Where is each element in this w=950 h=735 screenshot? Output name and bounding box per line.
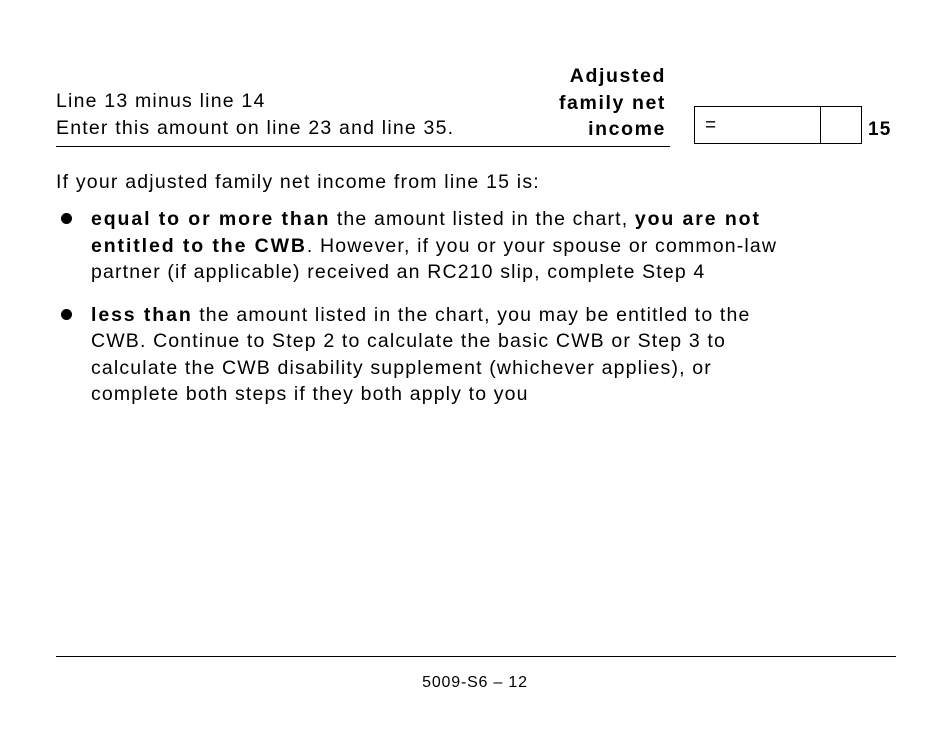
bullet-1-bold-phrase-2: you are not: [634, 208, 761, 230]
bullet-2-line-4: complete both steps if they both apply to you: [91, 383, 529, 405]
bullet-1-text-2: . However, if you or your spouse or common-law: [306, 234, 778, 257]
line-15-description: [56, 88, 454, 142]
amount-label-line1: Adjusted: [569, 65, 666, 87]
bullet-1-text: the amount listed in the chart,: [330, 208, 635, 230]
bullet-1-line-2: [91, 233, 896, 260]
bullet-dot-icon: [61, 309, 72, 320]
page-identifier: 5009-S6 – 12: [422, 674, 528, 691]
amount-label-line2: family net: [558, 91, 666, 114]
bullet-2-line-2: CWB. Continue to Step 2 to calculate the basic CWB or Step 3 to: [91, 330, 726, 352]
bullet-1-line-3: partner (if applicable) received an RC210 slip, complete Step 4: [91, 261, 706, 283]
line-15-description-line1: Line 13 minus line 14: [56, 90, 266, 112]
bullet-not-entitled: [56, 206, 896, 286]
line-15-underline: [56, 146, 670, 147]
line-15-dollars-cell[interactable]: [695, 107, 821, 143]
bullet-2-line-1: [91, 302, 896, 329]
bullet-may-be-entitled: [56, 302, 896, 408]
line-number-15: 15: [868, 119, 892, 140]
adjusted-family-net-income-label: [559, 63, 666, 143]
eligibility-bullet-list: [56, 206, 896, 408]
bullet-2-text: the amount listed in the chart, you may be entitled to the: [192, 303, 751, 326]
amount-label-line3: income: [588, 118, 666, 140]
bullet-1-line-1: [91, 206, 896, 233]
bullet-dot-icon: [61, 213, 72, 224]
bullet-2-bold-phrase: less than: [91, 303, 193, 326]
bullet-1-bold-phrase-3: entitled to the CWB: [91, 234, 307, 257]
line-15-description-line2: Enter this amount on line 23 and line 35.: [56, 117, 455, 139]
bullet-1-bold-phrase: equal to or more than: [91, 208, 331, 230]
bullet-2-line-3: calculate the CWB disability supplement (whichever applies), or: [91, 356, 712, 379]
income-intro-text: If your adjusted family net income from line 15 is:: [56, 171, 540, 193]
equals-sign: =: [705, 115, 717, 136]
line-15-row: [56, 60, 896, 152]
footer-divider: [56, 656, 896, 657]
line-15-amount-field[interactable]: [694, 106, 862, 144]
